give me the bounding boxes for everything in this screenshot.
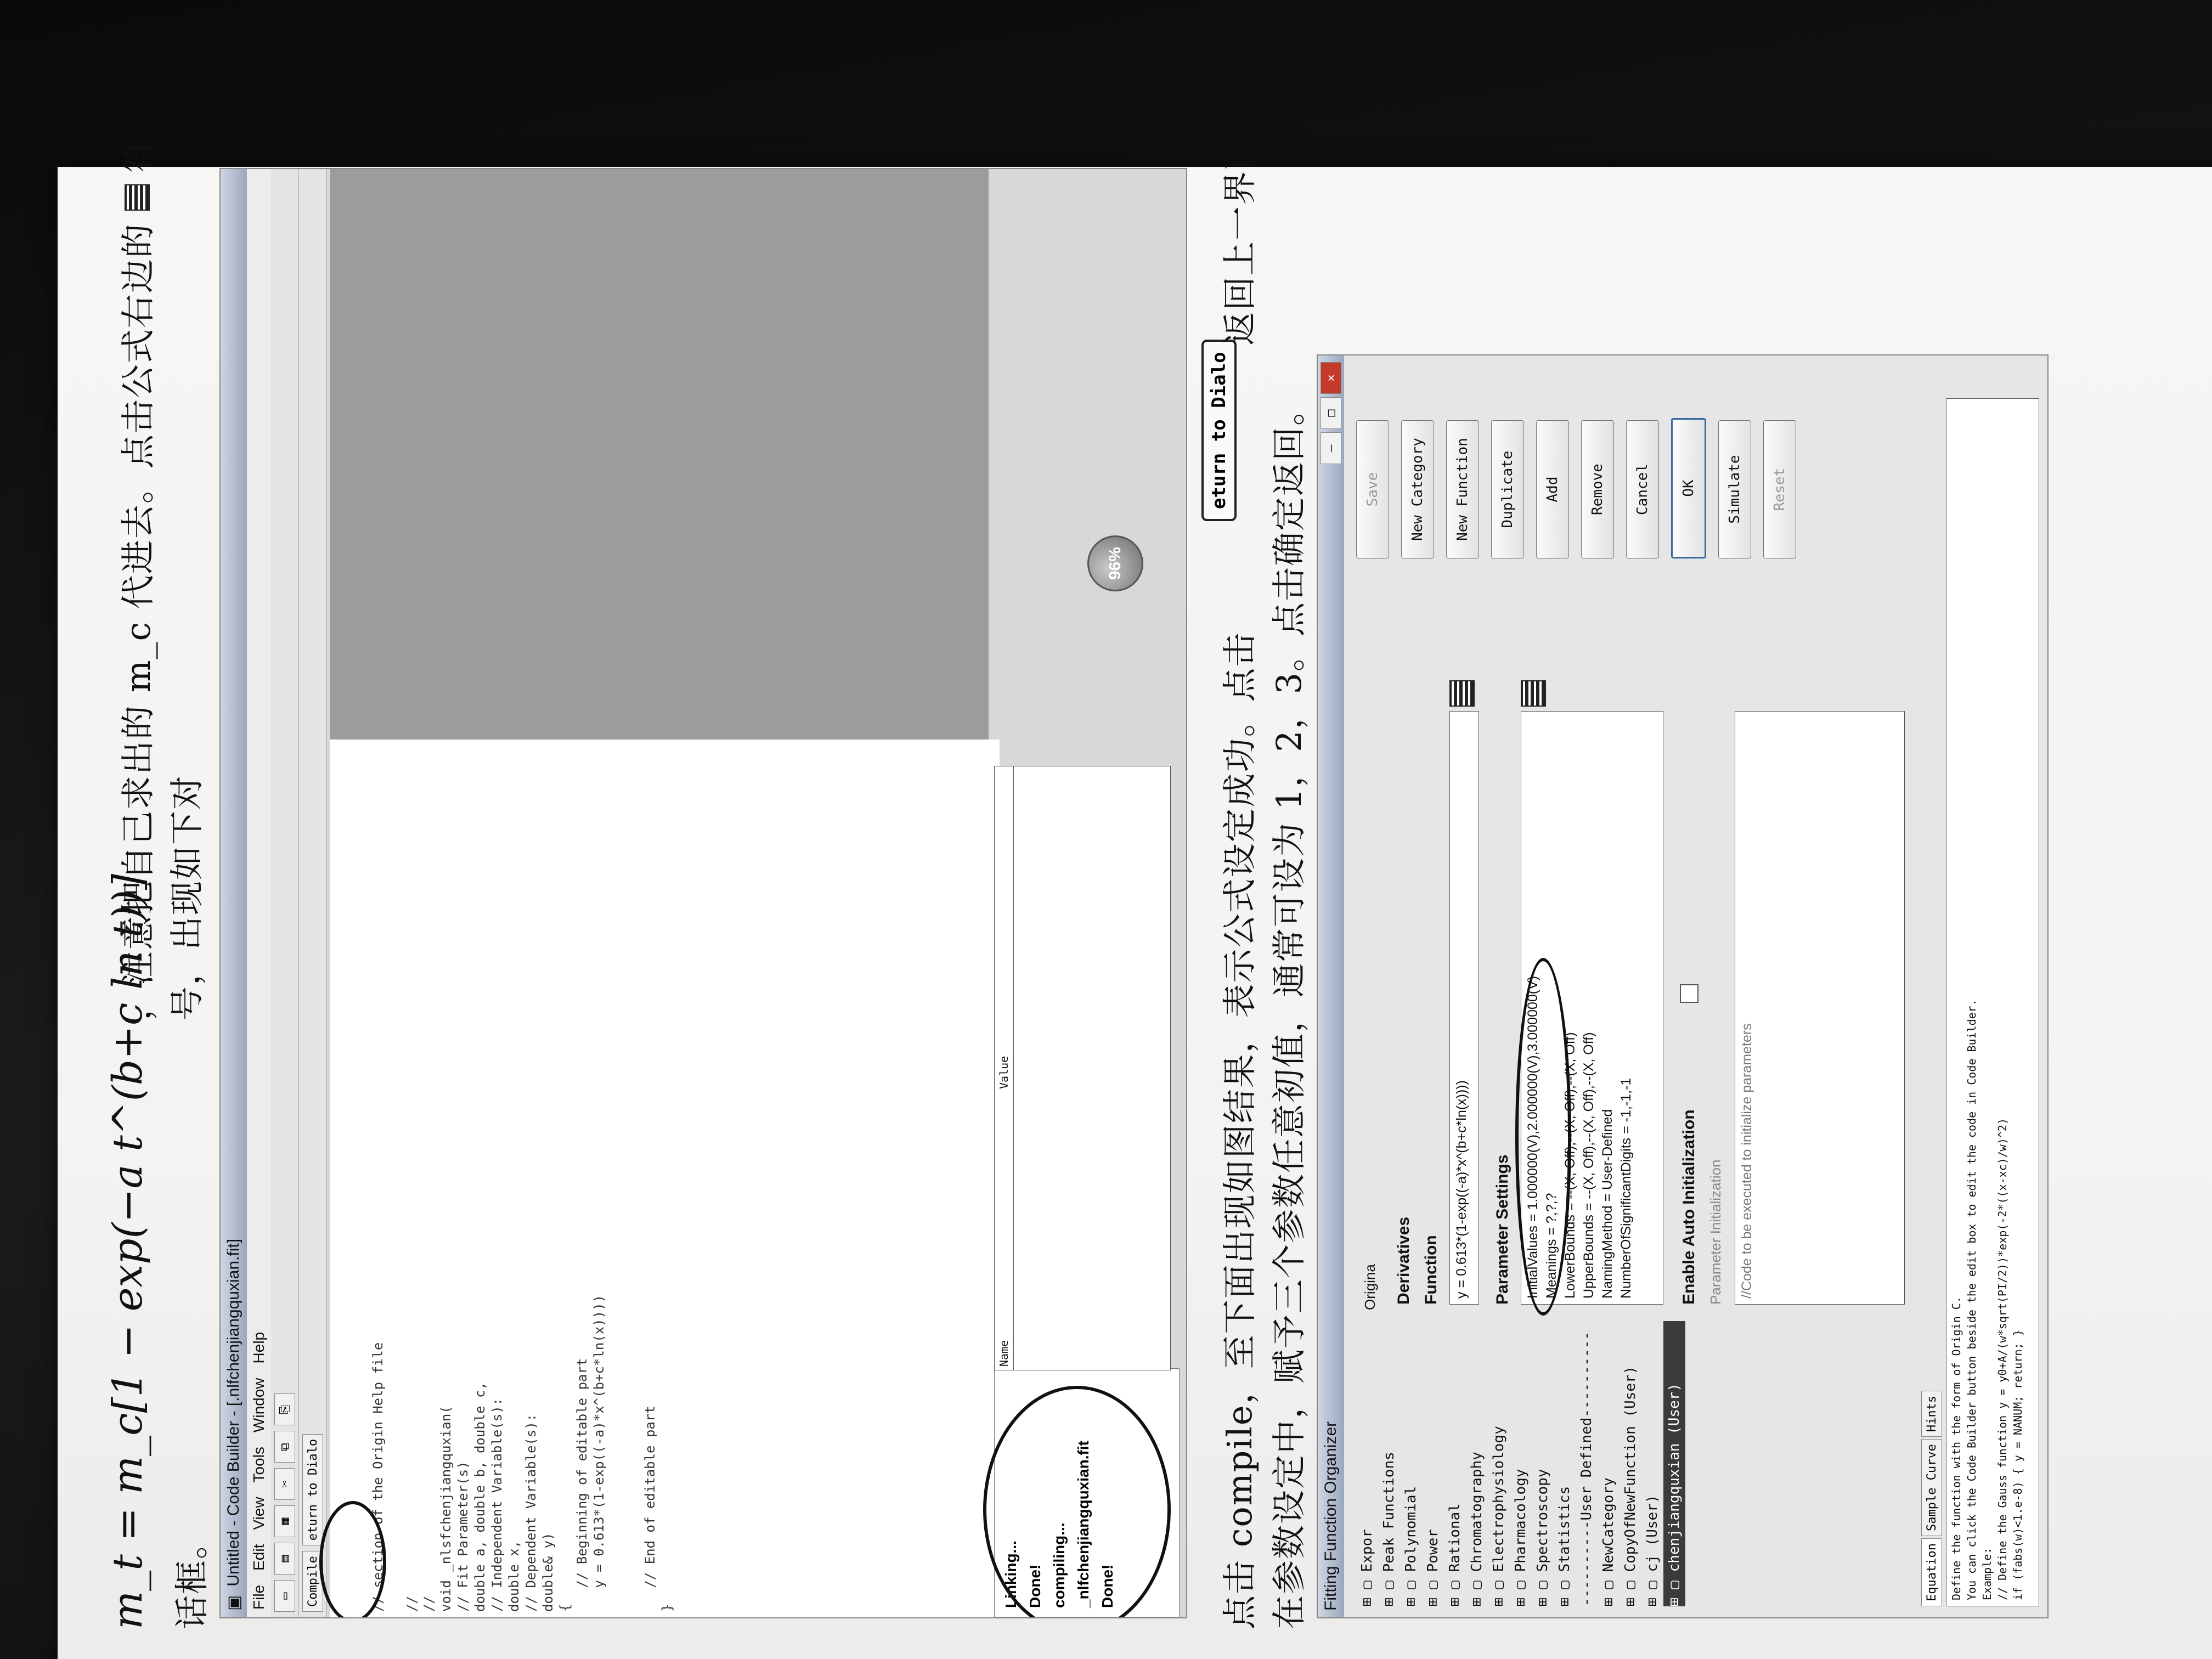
menu-file[interactable]: File <box>250 1584 267 1610</box>
code-builder-title: Untitled - Code Builder - [.nlfchenjiangquxian.fit] <box>224 1238 242 1587</box>
code-builder-toolbar <box>271 169 299 1617</box>
param-line: UpperBounds = --(X, Off),--(X, Off),--(X, Off) <box>1581 1032 1596 1299</box>
param-line: NamingMethod = User-Defined <box>1600 1109 1615 1299</box>
formula: m_t = m_c[1 − exp(−a t^(b+c ln t))] <box>104 873 151 1629</box>
code-line: // End of editable part <box>642 1406 658 1612</box>
hint-line: // Define the Gauss function y = y0+A/(w*sqrt(PI/2))*exp(-2*((x-xc)/w)^2) <box>1996 1118 2009 1600</box>
handdrawn-circle-initialvalues <box>1515 958 1571 1316</box>
function-input[interactable]: y = 0.613*(1-exp((-a)*x^(b+c*ln(x)))) <box>1449 711 1479 1305</box>
param-line: Meanings = ?,?,? <box>1544 1193 1559 1299</box>
hints-box <box>1946 398 2039 1606</box>
doc-line1-text: ，注意把自己求出的 m_c 代进去。点击公式右边的 <box>118 223 158 1020</box>
remove-button[interactable]: Remove <box>1581 420 1614 558</box>
code-line: // Beginning of editable part <box>574 1358 590 1612</box>
tree-item[interactable]: ⊞ ▢ cj (User) <box>1644 1494 1661 1606</box>
copy-icon[interactable]: ⧉ <box>274 1431 295 1463</box>
code-line <box>625 745 642 1612</box>
code-line: double a, double b, double c, <box>472 1381 488 1612</box>
code-builder-window <box>219 168 1187 1618</box>
tree-item[interactable]: ⊞ ▢ Spectroscopy <box>1534 1469 1551 1606</box>
code-line: double& y) <box>540 1532 556 1612</box>
doc-para2-line1 <box>1212 631 1261 1629</box>
code-line: // section of the Origin Help file <box>370 1342 386 1612</box>
hint-line: Example: <box>1980 1547 1994 1600</box>
code-lines <box>370 745 676 1612</box>
code-builder-menubar <box>247 169 271 1617</box>
code-line: // Independent Variable(s): <box>489 1397 505 1612</box>
output-line: _nlfchenjiangquxian.fit <box>1075 1441 1092 1608</box>
origin-label: Origina <box>1362 1264 1378 1310</box>
parameter-init-box[interactable]: //Code to be executed to initialize parameters <box>1735 711 1905 1305</box>
menu-view[interactable]: View <box>250 1497 267 1530</box>
close-icon[interactable]: ✕ <box>1321 362 1341 394</box>
menu-edit[interactable]: Edit <box>250 1544 267 1571</box>
watch-header <box>995 766 1014 1370</box>
minimize-icon[interactable]: – <box>1321 432 1341 464</box>
watch-panel <box>994 766 1171 1370</box>
tree-item[interactable]: ⊞ ▢ Chromatography <box>1469 1452 1485 1606</box>
tab-hints[interactable]: Hints <box>1921 1391 1942 1437</box>
fitting-organizer-window <box>1317 354 2049 1618</box>
editor-gray-area <box>330 169 989 740</box>
reset-button[interactable]: Reset <box>1763 420 1796 558</box>
return-to-dialog-button[interactable]: eturn to Dialo <box>302 1434 323 1545</box>
code-editor[interactable] <box>330 740 1000 1617</box>
add-button[interactable]: Add <box>1536 420 1569 558</box>
tab-equation[interactable]: Equation <box>1921 1538 1942 1606</box>
code-builder-titlebar <box>221 169 247 1617</box>
param-line: InitialValues = 1.000000(V),2.000000(V),3.000000(V) <box>1525 975 1541 1299</box>
derivatives-label: Derivatives <box>1395 1216 1413 1305</box>
handdrawn-circle-output <box>983 1386 1171 1618</box>
doc-para2-text: 点击 compile，至下面出现如图结果，表示公式设定成功。点击 <box>1220 631 1260 1629</box>
parameter-settings-label: Parameter Settings <box>1493 1154 1511 1305</box>
hint-line: Define the function with the form of Origin C. <box>1950 1296 1963 1600</box>
inline-return-button: eturn to Dialo <box>1201 340 1237 521</box>
parameter-init-label: Parameter Initialization <box>1707 1159 1724 1305</box>
hint-lines <box>1949 404 2025 1600</box>
organizer-tabs <box>1921 1391 1942 1606</box>
code-line <box>608 745 625 1612</box>
tree-item[interactable]: ⊞ ▢ Pharmacology <box>1513 1469 1529 1606</box>
duplicate-button[interactable]: Duplicate <box>1491 420 1524 558</box>
code-line: { <box>557 1604 573 1612</box>
doc-para2-tail: 返回上一界面 。 <box>1220 88 1260 346</box>
paste-icon[interactable]: ⎘ <box>274 1393 295 1425</box>
tree-item[interactable]: ⊞ ▢ NewCategory <box>1600 1477 1617 1606</box>
tree-item[interactable]: ⊞ ▢ Peak Functions <box>1381 1452 1397 1606</box>
code-line: void _nlsfchenjiangquxian( <box>438 1406 454 1612</box>
code-builder-icon-params[interactable] <box>1521 680 1546 707</box>
tree-item[interactable]: ----------User Defined---------- <box>1578 1331 1595 1606</box>
window-icon: ▣ <box>224 1595 243 1611</box>
param-line: LowerBounds = --(X, Off),--(X, Off),--(X, Off) <box>1562 1032 1578 1299</box>
enable-auto-init-checkbox[interactable] <box>1680 984 1699 1003</box>
tree-item[interactable]: ⊞ ▢ CopyOfNewFunction (User) <box>1622 1365 1639 1606</box>
window-controls <box>1321 362 1341 464</box>
compile-button[interactable]: Compile <box>302 1551 323 1612</box>
menu-help[interactable]: Help <box>250 1331 267 1364</box>
menu-window[interactable]: Window <box>250 1378 267 1433</box>
code-line: // Fit Parameter(s) <box>455 1461 471 1612</box>
new-function-button[interactable]: New Function <box>1446 420 1479 558</box>
ok-button[interactable]: OK <box>1671 418 1706 558</box>
handdrawn-circle-compile <box>319 1501 386 1618</box>
organizer-buttons <box>1356 405 1808 558</box>
tree-item[interactable]: ⊞ ▢ Rational <box>1447 1503 1463 1606</box>
zoom-badge: 96% <box>1087 535 1143 591</box>
function-label: Function <box>1422 1235 1440 1305</box>
function-tree <box>1356 1321 1685 1606</box>
simulate-button[interactable]: Simulate <box>1718 420 1751 558</box>
code-line: y = 0.613*(1-exp((-a)*x^(b+c*ln(x)))) <box>591 1295 607 1612</box>
tree-item[interactable]: ⊞ ▢ chenjiangquxian (User) <box>1663 1321 1685 1606</box>
code-builder-icon-function[interactable] <box>1449 680 1475 707</box>
doc-line1-tail: 符号，出现如下对 <box>118 137 207 1020</box>
cut-icon[interactable]: ✂ <box>274 1468 295 1500</box>
output-line: compiling... <box>1051 1522 1068 1608</box>
menu-tools[interactable]: Tools <box>250 1447 267 1483</box>
code-line: // Dependent Variable(s): <box>523 1413 539 1612</box>
tree-item[interactable]: ⊞ ▢ Electrophysiology <box>1491 1426 1507 1606</box>
param-line: NumberOfSignificantDigits = -1,-1,-1 <box>1618 1077 1634 1299</box>
code-builder-icon <box>125 184 150 211</box>
hint-line: You can click the Code Builder button beside the edit box to edit the code in Code Builder. <box>1965 999 1978 1600</box>
doc-line2: 话框。 <box>172 1523 212 1629</box>
tree-item[interactable]: ⊞ ▢ Polynomial <box>1403 1486 1419 1606</box>
output-line: Done! <box>1099 1564 1116 1608</box>
save-icon[interactable]: ▦ <box>274 1505 295 1537</box>
tab-sample-curve[interactable]: Sample Curve <box>1921 1439 1942 1536</box>
hint-line: if (fabs(w)<1.e-8) { y = NANUM; return; } <box>2011 1329 2024 1600</box>
watch-value-col: Value <box>997 1056 1011 1089</box>
cancel-button[interactable]: Cancel <box>1626 420 1659 558</box>
tree-item[interactable]: ⊞ ▢ Statistics <box>1556 1486 1573 1606</box>
code-line: // <box>404 1596 420 1612</box>
doc-para2-line2: 在参数设定中，赋予三个参数任意初值，通常可设为 1，2，3。点击确定返回。 <box>1269 390 1309 1629</box>
code-line: // <box>421 1596 437 1612</box>
save-button[interactable]: Save <box>1356 420 1389 558</box>
rotated-page-content <box>82 71 2068 1640</box>
organizer-titlebar <box>1318 356 1344 1617</box>
output-line: Linking... <box>1002 1541 1019 1608</box>
watch-name-col: Name <box>997 1340 1011 1367</box>
code-line: double x, <box>506 1540 522 1612</box>
code-builder-toolbar-2 <box>299 169 327 1617</box>
output-line: Done! <box>1026 1564 1043 1608</box>
tree-item[interactable]: ⊞ ▢ Expor <box>1359 1529 1375 1606</box>
maximize-icon[interactable]: □ <box>1321 397 1341 429</box>
function-details <box>1356 575 1916 1310</box>
code-line <box>387 745 404 1612</box>
new-category-button[interactable]: New Category <box>1401 420 1434 558</box>
enable-auto-init-label: Enable Auto Initialization <box>1680 1109 1698 1305</box>
code-line: } <box>659 1604 675 1612</box>
tree-item[interactable]: ⊞ ▢ Power <box>1425 1529 1441 1606</box>
organizer-title: Fitting Function Organizer <box>1322 1421 1340 1611</box>
tree-lines <box>1356 1321 1685 1606</box>
doc-line1 <box>111 71 208 1020</box>
new-file-icon[interactable]: ▭ <box>274 1580 295 1612</box>
open-icon[interactable]: ▤ <box>274 1543 295 1575</box>
